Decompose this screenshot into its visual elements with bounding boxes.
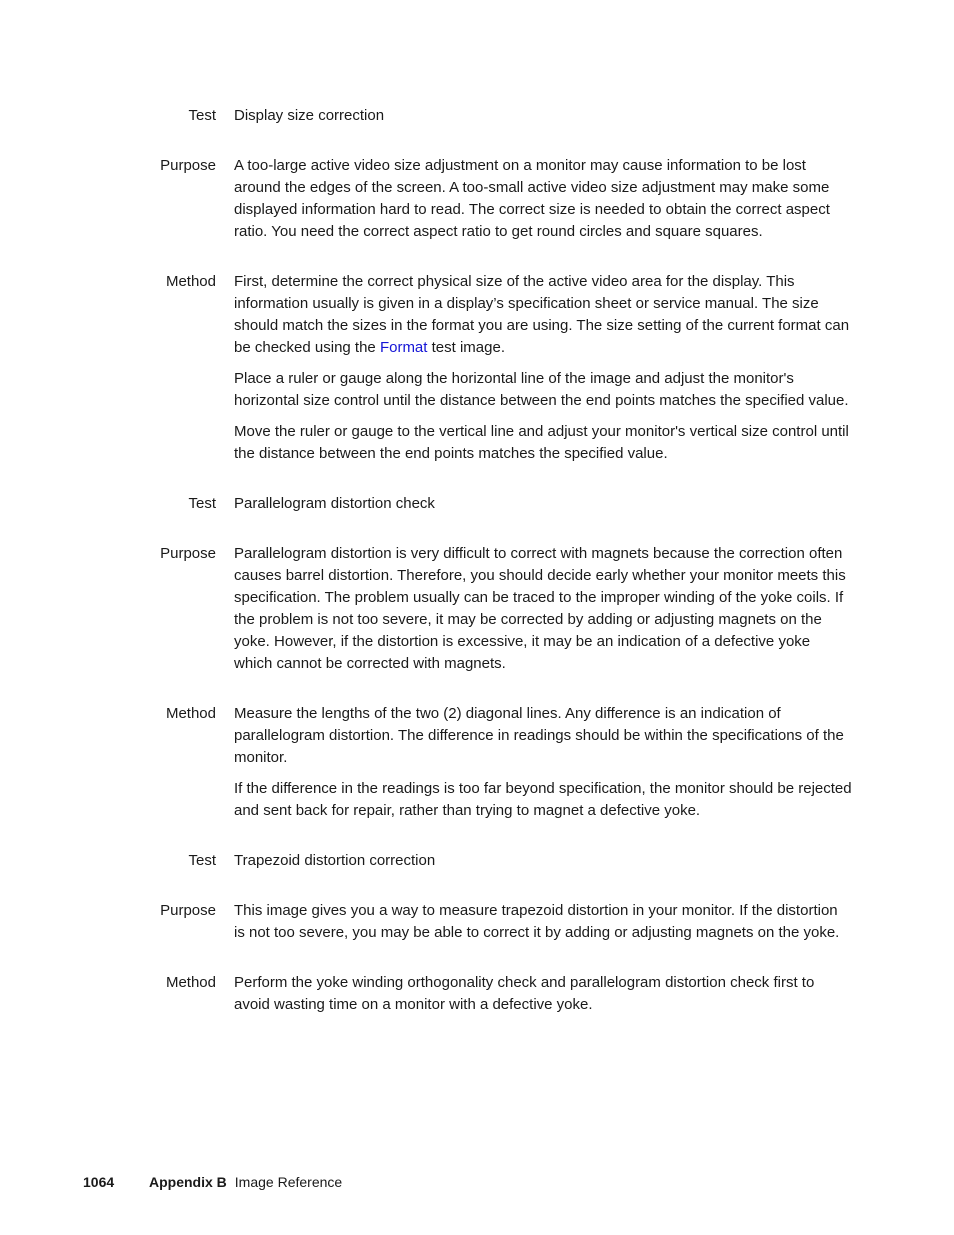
appendix-title: Image Reference [234, 1174, 343, 1190]
test-label: Test [188, 852, 216, 869]
purpose-row [0, 900, 954, 944]
purpose-label: Purpose [160, 902, 216, 919]
method-label: Method [165, 705, 216, 722]
document-body [0, 105, 954, 1016]
method-paragraph: Move the ruler or gauge to the vertical line and adjust your monitor's vertical size control until the distance between the end points matches the specified value. [234, 423, 849, 462]
purpose-row [0, 155, 954, 243]
method-paragraph: Measure the lengths of the two (2) diagonal lines. Any difference is an indication of parallelogram distortion. The difference in readings should be within the specifications of the monitor. [234, 705, 844, 766]
appendix-label: Appendix B [149, 1174, 227, 1190]
method-row [0, 271, 954, 465]
test-row [0, 105, 954, 127]
test-name: Trapezoid distortion correction [234, 852, 436, 869]
test-name: Parallelogram distortion check [234, 495, 435, 512]
purpose-label: Purpose [160, 157, 216, 174]
purpose-text: A too-large active video size adjustment on a monitor may cause information to be lost around the edges of the screen. A too-small active video size adjustment may make some displayed information hard to read. The correct size is needed to obtain the correct aspect ratio. You need the correct aspect ratio to get round circles and square squares. [234, 157, 830, 240]
test-name: Display size correction [234, 107, 385, 124]
page-footer [83, 1171, 342, 1193]
method-label: Method [165, 273, 216, 290]
purpose-text: Parallelogram distortion is very difficult to correct with magnets because the correction often causes barrel distortion. Therefore, you should decide early whether your monitor meets this specification. The problem usually can be traced to the improper winding of the yoke coils. If the problem is not too severe, it may be corrected by adding or adjusting magnets on the yoke. However, if the distortion is excessive, it may be an indication of a defective yoke which cannot be corrected with magnets. [234, 545, 846, 672]
test-label: Test [188, 495, 216, 512]
test-row [0, 493, 954, 515]
method-row [0, 972, 954, 1016]
format-link[interactable]: Format [379, 339, 428, 356]
page-number: 1064 [83, 1174, 115, 1190]
method-paragraph: Perform the yoke winding orthogonality check and parallelogram distortion check first to avoid wasting time on a monitor with a defective yoke. [234, 974, 815, 1013]
purpose-row [0, 543, 954, 675]
purpose-label: Purpose [160, 545, 216, 562]
method-paragraph: First, determine the correct physical size of the active video area for the display. This information usually is given in a display’s specification sheet or service manual. The size should match the sizes in the format you are using. The size setting of the current format can be checked using the Format test image. [234, 273, 850, 356]
method-label: Method [165, 974, 216, 991]
test-row [0, 850, 954, 872]
test-label: Test [188, 107, 216, 124]
method-paragraph: Place a ruler or gauge along the horizontal line of the image and adjust the monitor's horizontal size control until the distance between the end points matches the specified value. [234, 370, 849, 409]
purpose-text: This image gives you a way to measure trapezoid distortion in your monitor. If the distortion is not too severe, you may be able to correct it by adding or adjusting magnets on the yoke. [234, 902, 840, 941]
method-paragraph: If the difference in the readings is too far beyond specification, the monitor should be rejected and sent back for repair, rather than trying to magnet a defective yoke. [234, 780, 852, 819]
method-row [0, 703, 954, 822]
